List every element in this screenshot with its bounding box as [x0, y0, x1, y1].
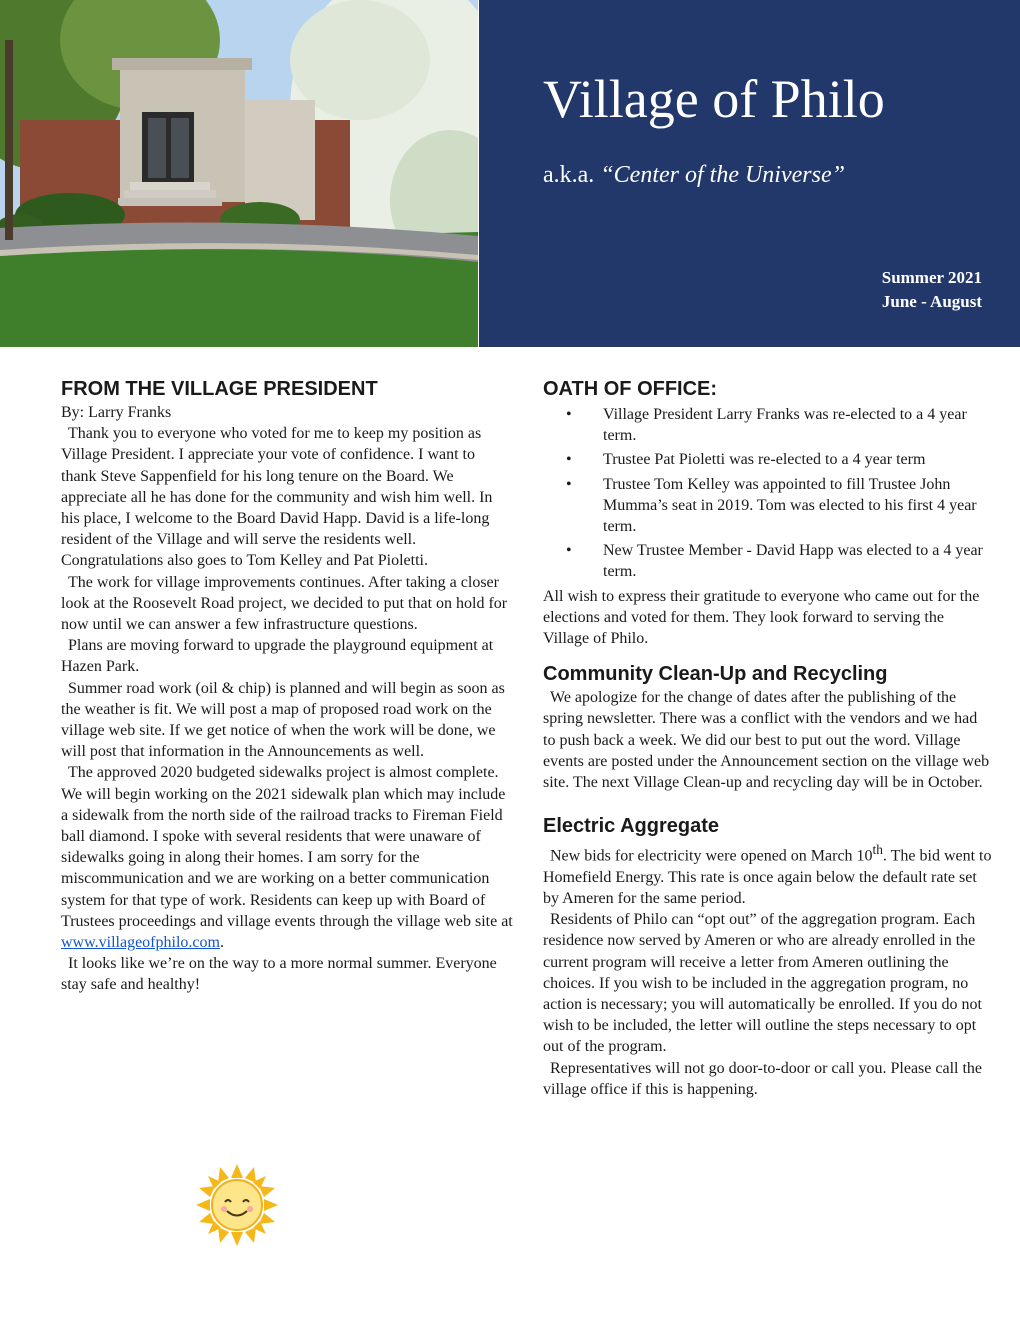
subtitle-quote: “Center of the Universe”	[600, 162, 845, 188]
electric-paragraph: Residents of Philo can “opt out” of the aggregation program. Each residence now served by Ameren or who are already enrolled in the current program will receive a letter from Ameren outlining the choices. If you wish to be included in the aggregation program, no action is necessary; you will automatically be enrolled. If you do not wish to be included, the letter will outline the steps necessary to opt out of the program.	[543, 911, 982, 1056]
president-paragraph: The work for village improvements continues. After taking a closer look at the Roosevelt Road project, we decided to put that on hold for now until we can answer a few infrastructure questions.	[61, 573, 508, 634]
newsletter-banner	[479, 0, 1020, 347]
electric-p1-after: . The bid went to Homefield Energy. This rate is once again below the default rate set by Ameren for the same period.	[543, 847, 992, 907]
president-closing: It looks like we’re on the way to a more normal summer. Everyone stay safe and healthy!	[61, 955, 497, 994]
oath-item-text: New Trustee Member - David Happ was elected to a 4 year term.	[603, 542, 983, 581]
oath-item-text: Trustee Tom Kelley was appointed to fill Trustee John Mumma’s seat in 2019. Tom was elected to his first 4 year term.	[603, 475, 977, 536]
oath-closing: All wish to express their gratitude to everyone who came out for the elections and voted for them. They look forward to serving the Village of Philo.	[543, 587, 980, 648]
newsletter-title: Village of Philo	[543, 69, 885, 129]
bullet-icon: •	[566, 406, 572, 423]
list-item	[543, 540, 993, 582]
sidewalk-text: The approved 2020 budgeted sidewalks project is almost complete. We will begin working on the 2021 sidewalk plan which may include a sidewalk from the north side of the railroad tracks to Fireman Field ball diamond. I spoke with several residents that were unaware of sidewalks going in along their homes. I am sorry for the miscommunication and we are working on a better communication system for that type of work. Residents can keep up with Board of Trustees proceedings and village events through the village web site at	[61, 764, 513, 930]
oath-item-text: Trustee Pat Pioletti was re-elected to a 4 year term	[603, 451, 926, 469]
ordinal-suffix: th	[872, 842, 883, 858]
electric-paragraph: Representatives will not go door-to-door or call you. Please call the village office if this is happening.	[543, 1059, 983, 1098]
months-label: June - August	[881, 292, 982, 311]
list-item	[543, 449, 993, 470]
smiling-sun-icon	[196, 1164, 278, 1246]
president-paragraph: Plans are moving forward to upgrade the playground equipment at Hazen Park.	[61, 637, 494, 676]
spacer	[543, 649, 993, 661]
president-paragraph: Summer road work (oil & chip) is planned and will begin as soon as the weather is fit. We will post a map of proposed road work on the village web site. If we get notice of when the work will be done, we will post that information in the Announcements as well.	[61, 679, 505, 761]
oath-list	[543, 404, 993, 583]
season-label: Summer 2021	[881, 268, 982, 287]
list-item	[543, 404, 993, 446]
oath-item-text: Village President Larry Franks was re-elected to a 4 year term.	[603, 406, 967, 445]
website-period: .	[219, 934, 224, 952]
cleanup-heading: Community Clean-Up and Recycling	[543, 663, 888, 686]
village-website-link[interactable]: www.villageofphilo.com	[61, 934, 220, 952]
president-paragraph	[61, 762, 513, 953]
electric-heading: Electric Aggregate	[543, 815, 719, 838]
oath-heading: OATH OF OFFICE:	[543, 378, 718, 400]
electric-p1-before: New bids for electricity were opened on March 10	[550, 847, 873, 865]
cleanup-text: We apologize for the change of dates after the publishing of the spring newsletter. There was a conflict with the vendors and we had to push back a week. We did our best to put out the word. Village events are posted under the Announcement section on the village web site. The next Village Clean-up and recycling day will be in October.	[543, 689, 990, 792]
issue-date	[882, 266, 982, 314]
bullet-icon: •	[566, 475, 572, 493]
spacer	[543, 793, 993, 813]
president-column	[61, 376, 513, 996]
right-column	[543, 376, 993, 1100]
village-hall-photo	[0, 0, 478, 347]
president-byline: By: Larry Franks	[61, 404, 172, 421]
bullet-icon: •	[566, 451, 572, 469]
newsletter-subtitle	[543, 162, 845, 189]
village-hall-illustration	[0, 0, 478, 347]
president-paragraph: Thank you to everyone who voted for me to keep my position as Village President. I appreciate your vote of confidence. I want to thank Steve Sappenfield for his long tenure on the Board. We appreciate all he has done for the community and wish him well. In his place, I welcome to the Board David Happ. David is a life-long resident of the Village and will serve the residents well. Congratulations also goes to Tom Kelley and Pat Pioletti.	[61, 425, 493, 570]
electric-paragraph	[543, 839, 993, 909]
bullet-icon: •	[566, 542, 572, 560]
president-heading: FROM THE VILLAGE PRESIDENT	[61, 378, 378, 400]
subtitle-prefix: a.k.a.	[543, 162, 601, 188]
list-item	[543, 474, 993, 538]
